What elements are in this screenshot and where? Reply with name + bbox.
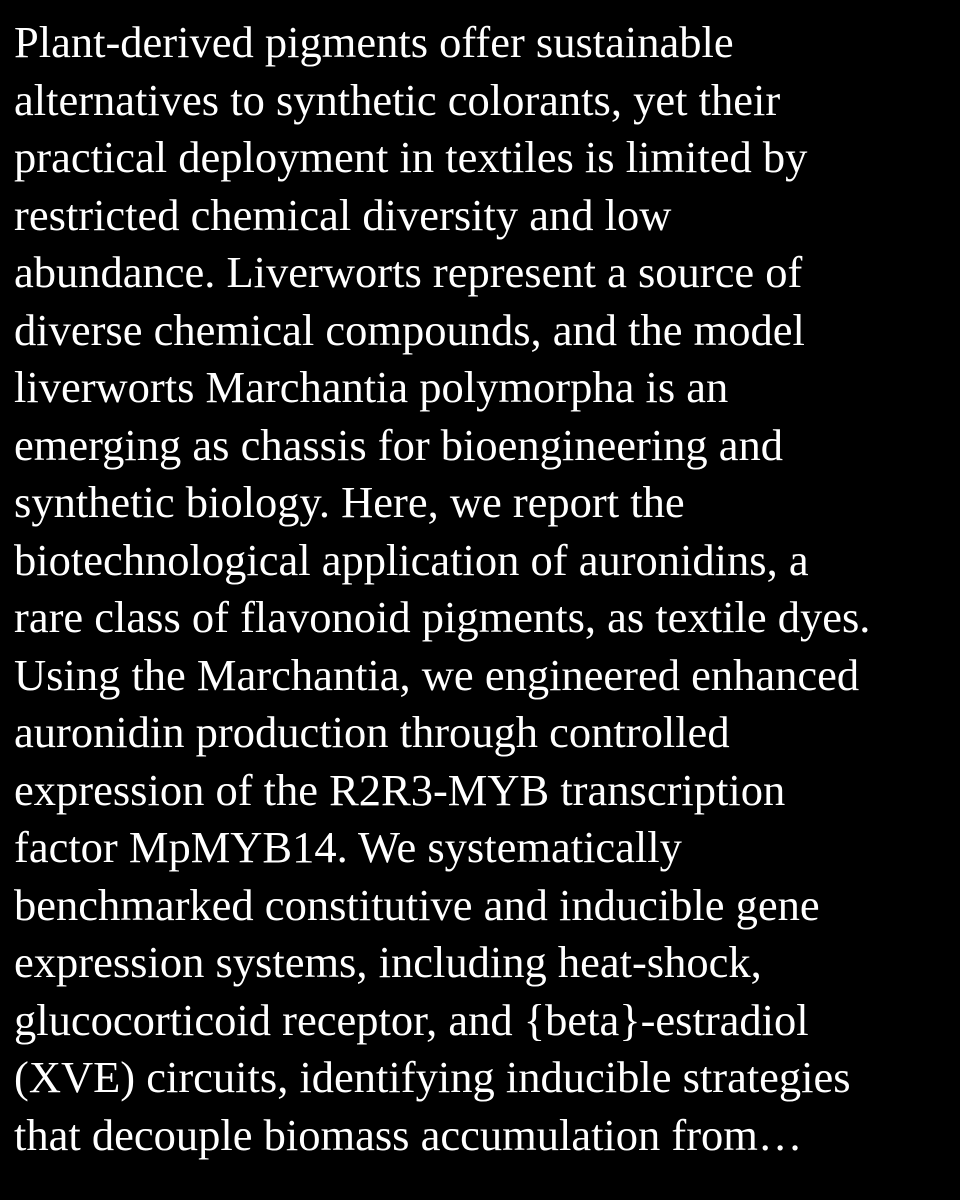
abstract-line: diverse chemical compounds, and the model	[14, 304, 805, 355]
abstract-line: restricted chemical diversity and low	[14, 189, 672, 240]
abstract-line: liverworts Marchantia polymorpha is an	[14, 362, 729, 412]
abstract-line: auronidin production through controlled	[14, 707, 730, 757]
abstract-line: alternatives to synthetic colorants, yet their	[14, 74, 781, 125]
abstract-line: biotechnological application of auronidins, a	[14, 534, 809, 585]
abstract-line: rare class of flavonoid pigments, as textile dyes.	[14, 592, 871, 642]
abstract-line: factor MpMYB14. We systematically	[14, 822, 682, 872]
abstract-line: Plant-derived pigments offer sustainable	[14, 17, 734, 67]
abstract-line: practical deployment in textiles is limited by	[14, 132, 808, 182]
abstract-line: that decouple biomass accumulation from…	[14, 1109, 803, 1160]
abstract-line: emerging as chassis for bioengineering and	[14, 419, 784, 470]
abstract-line: abundance. Liverworts represent a source of	[14, 247, 803, 297]
abstract-line: (XVE) circuits, identifying inducible strategies	[14, 1052, 851, 1102]
abstract-line: expression of the R2R3-MYB transcription	[14, 764, 786, 815]
abstract-text	[14, 14, 950, 1164]
abstract-line: benchmarked constitutive and inducible gene	[14, 879, 820, 930]
abstract-line: glucocorticoid receptor, and {beta}-estradiol	[14, 994, 809, 1045]
abstract-line: synthetic biology. Here, we report the	[14, 477, 685, 527]
abstract-line: expression systems, including heat-shock,	[14, 937, 762, 987]
abstract-line: Using the Marchantia, we engineered enhanced	[14, 649, 860, 700]
